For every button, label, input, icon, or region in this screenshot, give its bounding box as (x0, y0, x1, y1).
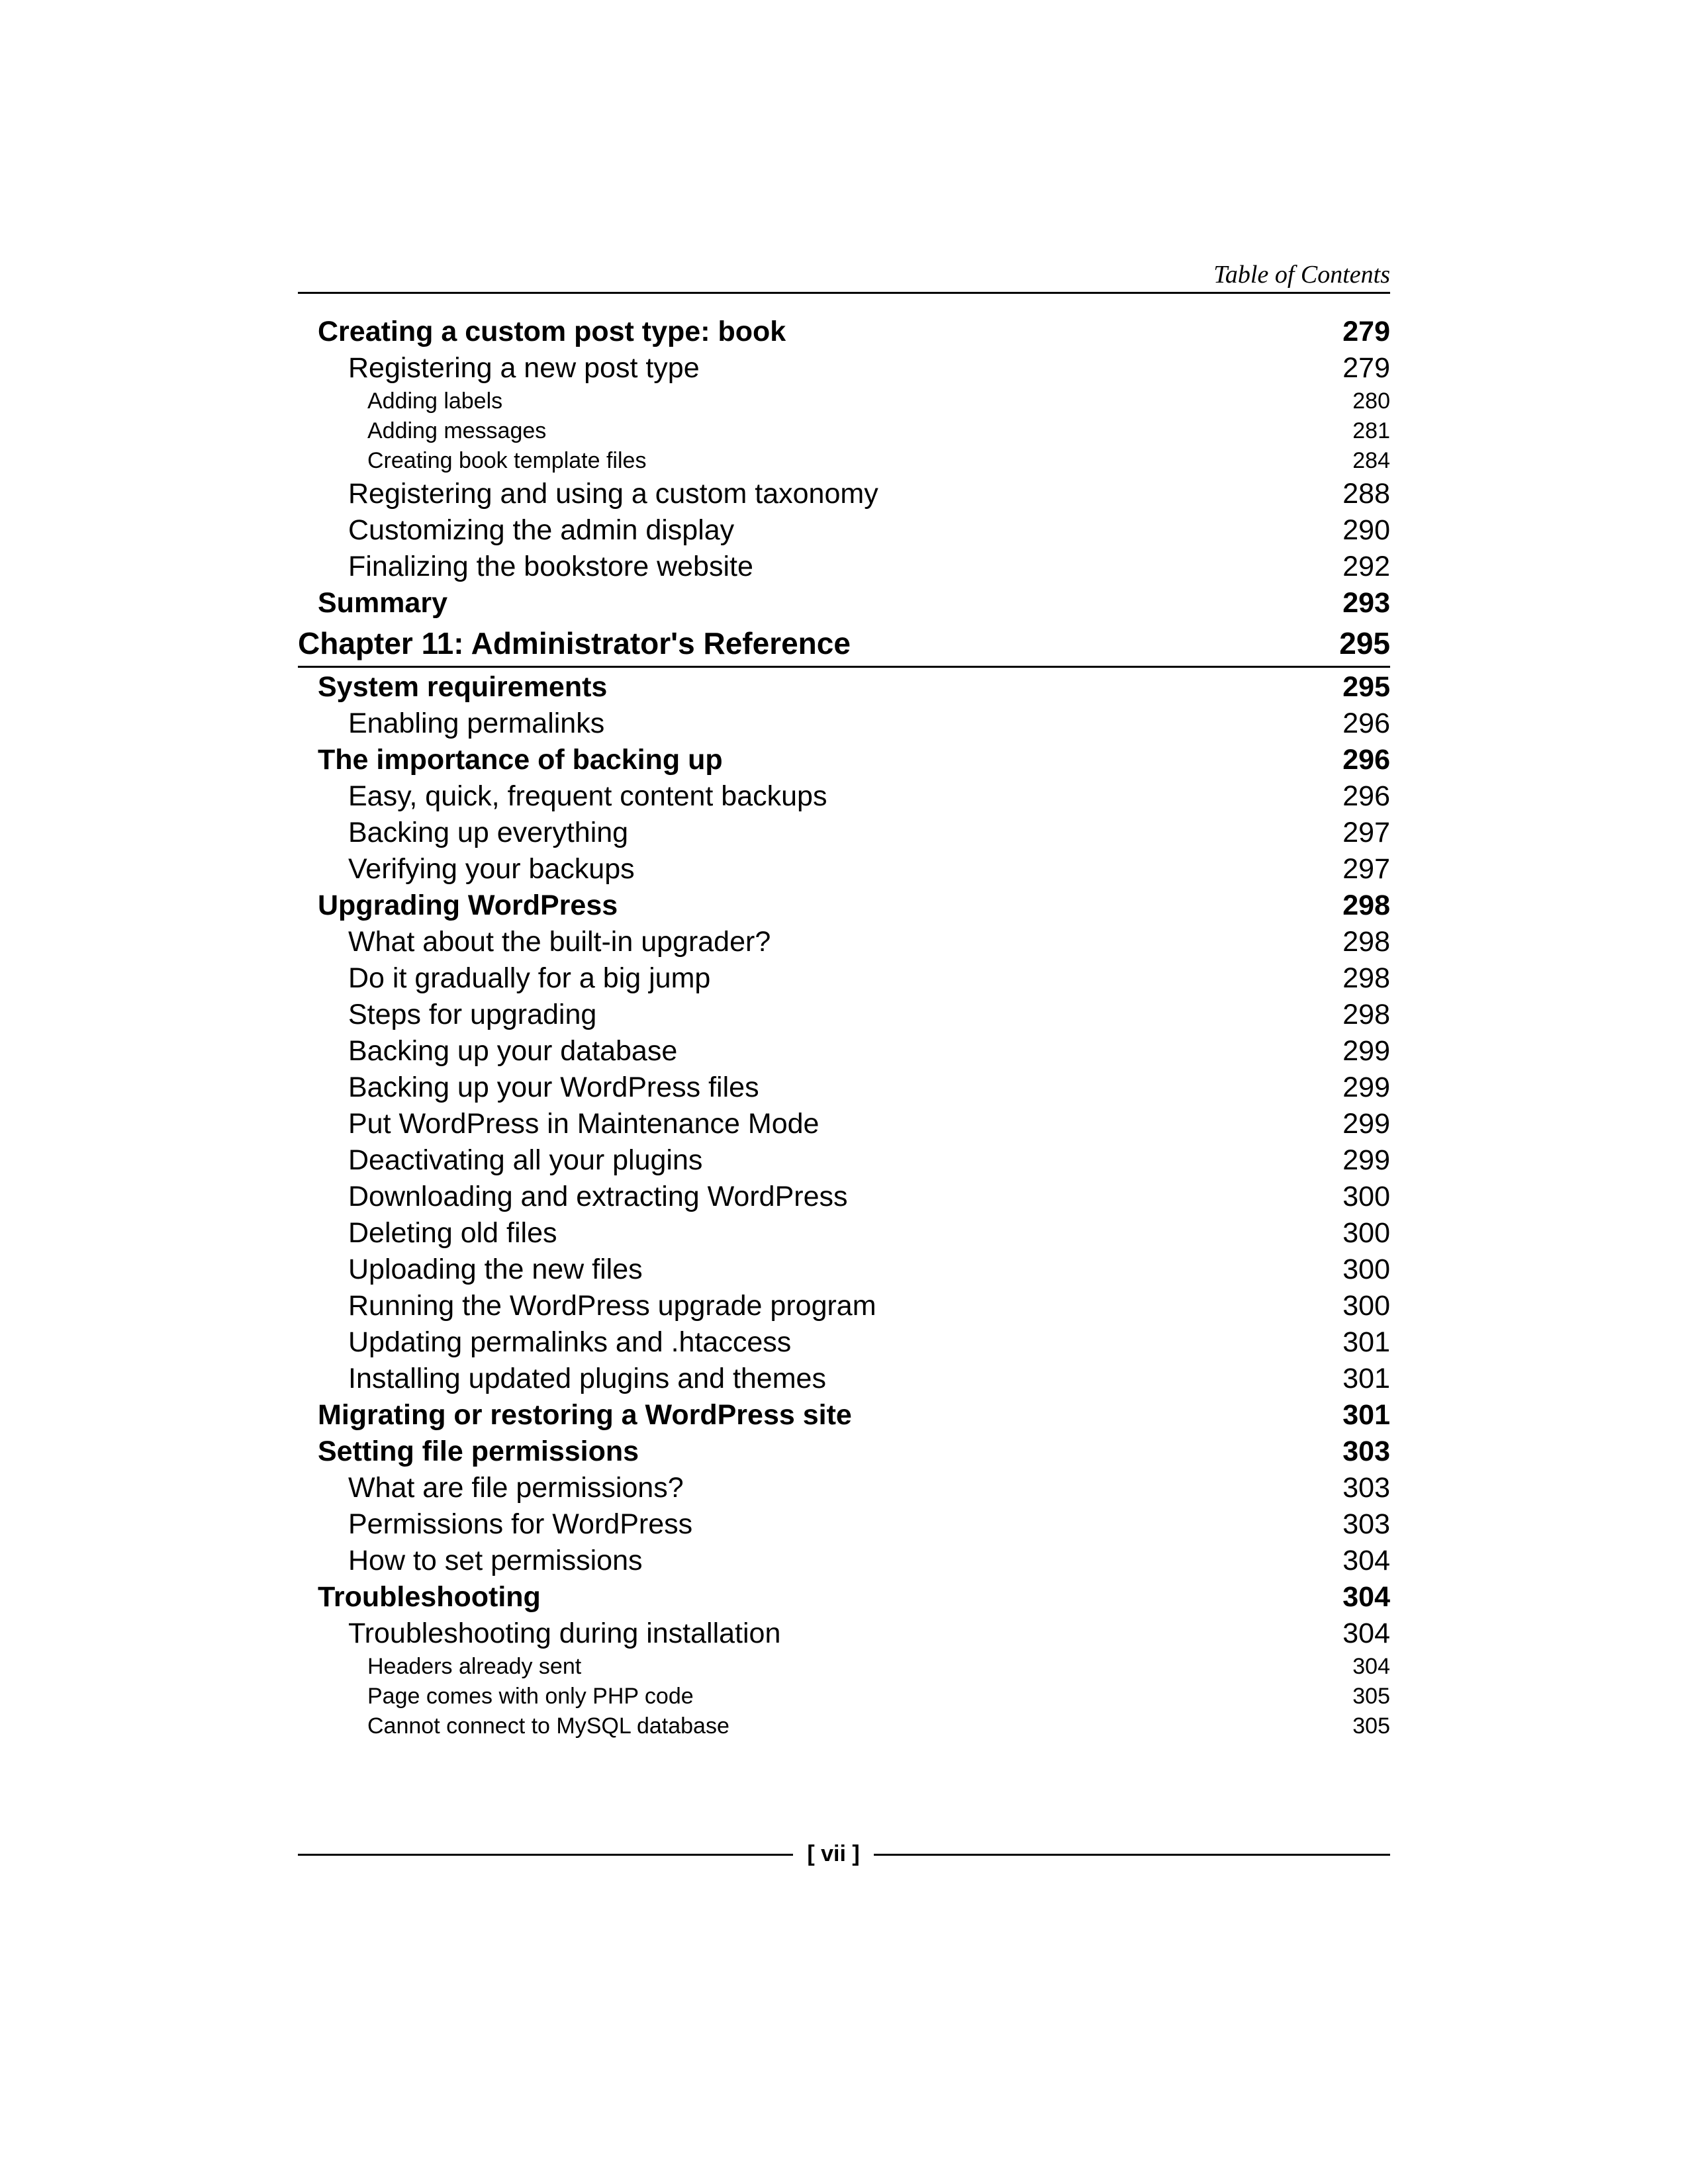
section-entry[interactable] (298, 1433, 1390, 1470)
toc-entry-title: Deleting old files (348, 1217, 557, 1249)
toc-entry-page-number: 301 (1342, 1326, 1390, 1358)
toc-entry-title: Downloading and extracting WordPress (348, 1181, 848, 1212)
section-entry[interactable] (298, 742, 1390, 778)
subsection-entry[interactable] (298, 924, 1390, 960)
section-entry[interactable] (298, 314, 1390, 350)
subsection-entry[interactable] (298, 851, 1390, 887)
toc-entry-page-number: 303 (1342, 1435, 1390, 1467)
toc-entry-page-number: 298 (1342, 889, 1390, 921)
toc-entry-page-number: 304 (1342, 1617, 1390, 1649)
toc-entry-title: Do it gradually for a big jump (348, 962, 711, 994)
subsubsection-entry[interactable] (298, 1711, 1390, 1741)
toc-entry-page-number: 296 (1342, 744, 1390, 776)
section-entry[interactable] (298, 669, 1390, 705)
toc-entry-page-number: 280 (1352, 388, 1390, 414)
toc-entry-page-number: 300 (1342, 1290, 1390, 1322)
toc-entry-page-number: 304 (1342, 1581, 1390, 1613)
toc-entry-title: Finalizing the bookstore website (348, 551, 753, 582)
section-entry[interactable] (298, 887, 1390, 924)
subsection-entry[interactable] (298, 549, 1390, 585)
toc-entry-title: Creating a custom post type: book (318, 316, 786, 347)
toc-entry-title: Uploading the new files (348, 1253, 643, 1285)
toc-entry-title: Installing updated plugins and themes (348, 1363, 826, 1394)
toc-entry-title: What are file permissions? (348, 1472, 684, 1504)
toc-entry-title: Backing up your database (348, 1035, 678, 1067)
toc-entry-page-number: 296 (1342, 707, 1390, 739)
toc-entry-title: Easy, quick, frequent content backups (348, 780, 827, 812)
toc-entry-title: Migrating or restoring a WordPress site (318, 1399, 852, 1431)
running-header: Table of Contents (1213, 261, 1390, 289)
page-footer (298, 1837, 1390, 1871)
toc-entry-page-number: 295 (1339, 626, 1390, 660)
subsection-entry[interactable] (298, 1361, 1390, 1397)
toc-entry-title: Deactivating all your plugins (348, 1144, 703, 1176)
toc-entry-page-number: 299 (1342, 1144, 1390, 1176)
subsubsection-entry[interactable] (298, 446, 1390, 476)
toc-entry-page-number: 303 (1342, 1508, 1390, 1540)
subsection-entry[interactable] (298, 815, 1390, 851)
section-entry[interactable] (298, 585, 1390, 621)
subsection-entry[interactable] (298, 1033, 1390, 1069)
toc-entry-title: Upgrading WordPress (318, 889, 618, 921)
toc-entry-title: Creating book template files (367, 448, 647, 473)
subsection-entry[interactable] (298, 1215, 1390, 1251)
toc-entry-title: Enabling permalinks (348, 707, 605, 739)
toc-entry-page-number: 299 (1342, 1035, 1390, 1067)
subsection-entry[interactable] (298, 1251, 1390, 1288)
subsection-entry[interactable] (298, 705, 1390, 742)
toc-entry-title: Cannot connect to MySQL database (367, 1713, 729, 1739)
subsection-entry[interactable] (298, 1142, 1390, 1179)
section-entry[interactable] (298, 1579, 1390, 1615)
toc-entry-title: Verifying your backups (348, 853, 635, 885)
subsection-entry[interactable] (298, 476, 1390, 512)
subsection-entry[interactable] (298, 1324, 1390, 1361)
toc-entry-title: Permissions for WordPress (348, 1508, 693, 1540)
toc-entry-page-number: 298 (1342, 926, 1390, 958)
toc-entry-page-number: 293 (1342, 587, 1390, 619)
toc-entry-title: Running the WordPress upgrade program (348, 1290, 876, 1322)
toc-entry-title: Put WordPress in Maintenance Mode (348, 1108, 820, 1140)
toc-entry-title: Chapter 11: Administrator's Reference (298, 626, 851, 660)
subsection-entry[interactable] (298, 778, 1390, 815)
toc-entry-title: Registering and using a custom taxonomy (348, 478, 878, 510)
toc-entry-page-number: 288 (1342, 478, 1390, 510)
subsubsection-entry[interactable] (298, 387, 1390, 416)
subsubsection-entry[interactable] (298, 416, 1390, 446)
subsection-entry[interactable] (298, 1179, 1390, 1215)
toc-entry-page-number: 279 (1342, 316, 1390, 347)
section-entry[interactable] (298, 1397, 1390, 1433)
subsection-entry[interactable] (298, 1106, 1390, 1142)
footer-rule-right (874, 1854, 1390, 1856)
toc-entry-page-number: 300 (1342, 1217, 1390, 1249)
toc-entry-title: Headers already sent (367, 1654, 582, 1679)
chapter-heading[interactable] (298, 621, 1390, 668)
toc-entry-title: Registering a new post type (348, 352, 700, 384)
toc-entry-title: Customizing the admin display (348, 514, 735, 546)
toc-entry-title: Summary (318, 587, 447, 619)
subsection-entry[interactable] (298, 1615, 1390, 1652)
subsection-entry[interactable] (298, 960, 1390, 997)
toc-entry-page-number: 303 (1342, 1472, 1390, 1504)
subsection-entry[interactable] (298, 1506, 1390, 1543)
header-rule (298, 292, 1390, 294)
toc-entry-page-number: 300 (1342, 1253, 1390, 1285)
toc-entry-page-number: 295 (1342, 671, 1390, 703)
toc-entry-title: Backing up your WordPress files (348, 1071, 759, 1103)
toc-entry-page-number: 304 (1342, 1545, 1390, 1576)
subsubsection-entry[interactable] (298, 1682, 1390, 1711)
toc-entry-title: Setting file permissions (318, 1435, 639, 1467)
toc-entry-page-number: 297 (1342, 853, 1390, 885)
toc-entry-title: The importance of backing up (318, 744, 723, 776)
toc-entry-page-number: 305 (1352, 1684, 1390, 1709)
toc-entry-page-number: 299 (1342, 1071, 1390, 1103)
toc-entry-title: Backing up everything (348, 817, 629, 848)
subsection-entry[interactable] (298, 1543, 1390, 1579)
toc-entry-page-number: 305 (1352, 1713, 1390, 1739)
toc-entry-page-number: 300 (1342, 1181, 1390, 1212)
toc-entry-page-number: 301 (1342, 1399, 1390, 1431)
footer-rule-left (298, 1854, 793, 1856)
toc-entry-page-number: 279 (1342, 352, 1390, 384)
subsection-entry[interactable] (298, 997, 1390, 1033)
toc-entry-title: Troubleshooting (318, 1581, 541, 1613)
toc-entry-page-number: 299 (1342, 1108, 1390, 1140)
subsection-entry[interactable] (298, 1069, 1390, 1106)
toc-entry-page-number: 292 (1342, 551, 1390, 582)
subsection-entry[interactable] (298, 350, 1390, 387)
table-of-contents (298, 314, 1390, 1741)
toc-entry-title: Page comes with only PHP code (367, 1684, 694, 1709)
toc-entry-title: What about the built-in upgrader? (348, 926, 771, 958)
toc-entry-title: How to set permissions (348, 1545, 643, 1576)
toc-entry-page-number: 296 (1342, 780, 1390, 812)
toc-entry-page-number: 298 (1342, 962, 1390, 994)
toc-entry-page-number: 284 (1352, 448, 1390, 473)
subsection-entry[interactable] (298, 512, 1390, 549)
subsubsection-entry[interactable] (298, 1652, 1390, 1682)
toc-entry-page-number: 304 (1352, 1654, 1390, 1679)
subsection-entry[interactable] (298, 1288, 1390, 1324)
page-number-label: [ vii ] (807, 1841, 860, 1866)
toc-entry-title: System requirements (318, 671, 608, 703)
toc-entry-page-number: 298 (1342, 999, 1390, 1030)
toc-entry-title: Adding messages (367, 418, 547, 443)
toc-entry-title: Adding labels (367, 388, 503, 414)
toc-entry-title: Updating permalinks and .htaccess (348, 1326, 792, 1358)
toc-entry-page-number: 301 (1342, 1363, 1390, 1394)
toc-entry-title: Troubleshooting during installation (348, 1617, 781, 1649)
subsection-entry[interactable] (298, 1470, 1390, 1506)
toc-entry-page-number: 297 (1342, 817, 1390, 848)
toc-entry-page-number: 290 (1342, 514, 1390, 546)
toc-entry-page-number: 281 (1352, 418, 1390, 443)
toc-entry-title: Steps for upgrading (348, 999, 597, 1030)
